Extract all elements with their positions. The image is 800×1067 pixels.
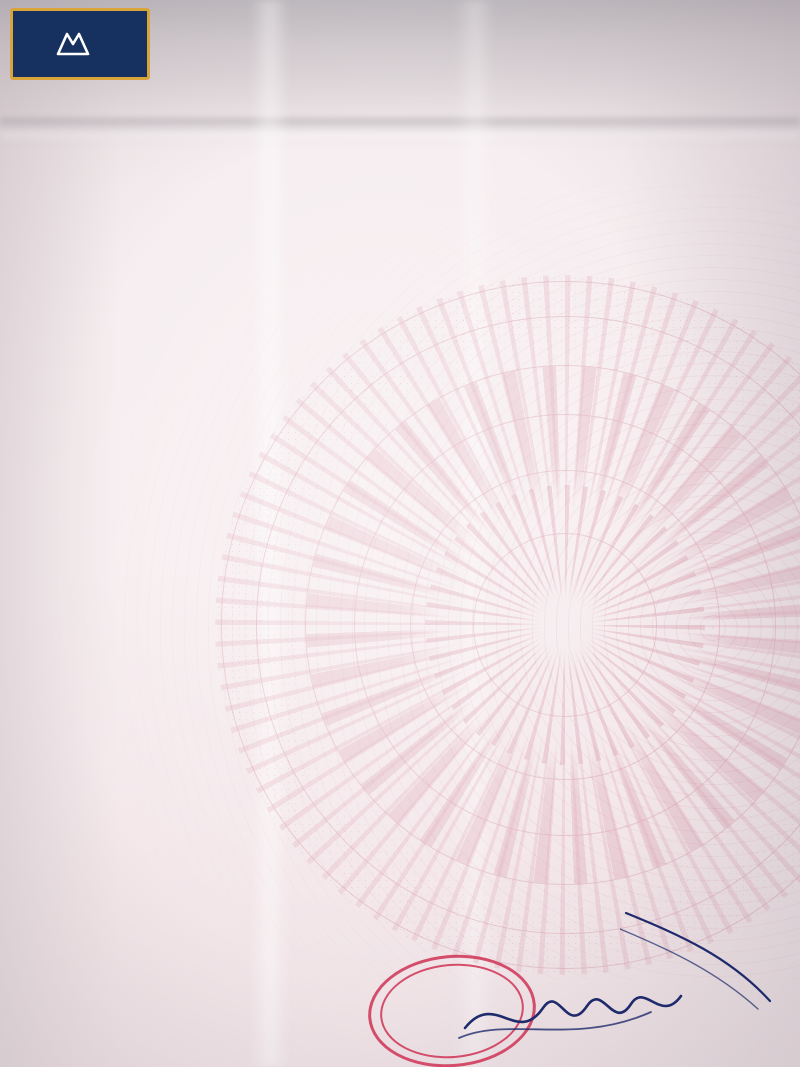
- martino-logo: [10, 8, 150, 80]
- mountain-logo-icon: [56, 30, 105, 56]
